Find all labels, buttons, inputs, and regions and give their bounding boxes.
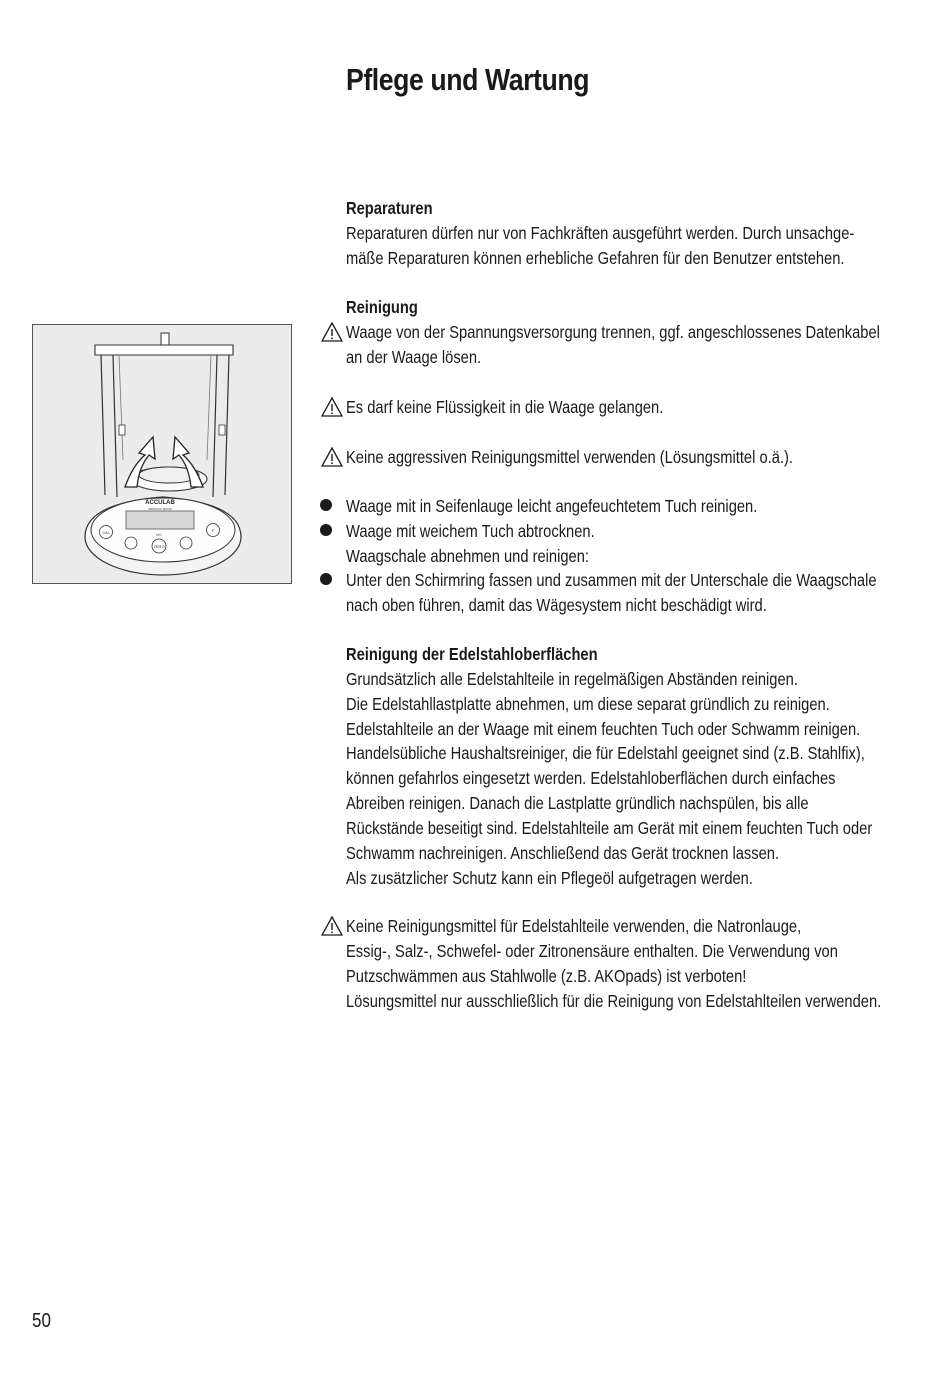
paragraph-line: Rückstände beseitigt sind. Edelstahlteile am Gerät mit einem feuchten Tuch oder: [346, 818, 873, 838]
warning-text: Keine Reinigungsmittel für Edelstahlteile verwenden, die Natronlauge,: [346, 916, 802, 936]
warning-icon: [321, 321, 343, 343]
svg-text:F: F: [211, 528, 215, 533]
bullet-icon: [320, 573, 332, 585]
paragraph-line: Reparaturen dürfen nur von Fachkräften ausgeführt werden. Durch unsachge-: [346, 223, 855, 243]
balance-illustration: [32, 324, 292, 584]
svg-text:CAL: CAL: [102, 530, 110, 535]
warning-icon: [321, 915, 343, 937]
page-title: Pflege und Wartung: [346, 62, 590, 97]
paragraph-line: Handelsübliche Haushaltsreiniger, die für Edelstahl geeignet sind (z.B. Stahlfix),: [346, 743, 865, 763]
section-heading-reparaturen: Reparaturen: [346, 198, 433, 218]
step-text: Waage mit in Seifenlauge leicht angefeuchtetem Tuch reinigen.: [346, 496, 758, 516]
step-text: Waage mit weichem Tuch abtrocknen.: [346, 521, 595, 541]
warning-icon: [321, 446, 343, 468]
svg-text:ZERO: ZERO: [153, 544, 165, 549]
step-text: Unter den Schirmring fassen und zusammen mit der Unterschale die Waagschale: [346, 570, 877, 590]
warning-text: Waage von der Spannungsversorgung trennen, ggf. angeschlossenes Datenkabel: [346, 322, 880, 342]
paragraph-line: Edelstahlteile an der Waage mit einem feuchten Tuch oder Schwamm reinigen.: [346, 719, 861, 739]
paragraph-line: Die Edelstahllastplatte abnehmen, um diese separat gründlich zu reinigen.: [346, 694, 830, 714]
warning-text: Essig-, Salz-, Schwefel- oder Zitronensäure enthalten. Die Verwendung von: [346, 941, 838, 961]
paragraph-line: Schwamm nachreinigen. Anschließend das Gerät trocknen lassen.: [346, 843, 780, 863]
paragraph-line: Grundsätzlich alle Edelstahlteile in regelmäßigen Abständen reinigen.: [346, 669, 798, 689]
warning-text: Keine aggressiven Reinigungsmittel verwenden (Lösungsmittel o.ä.).: [346, 447, 793, 467]
page-number: 50: [32, 1310, 51, 1332]
paragraph-line: mäße Reparaturen können erhebliche Gefahren für den Benutzer entstehen.: [346, 248, 845, 268]
step-text: nach oben führen, damit das Wägesystem nicht beschädigt wird.: [346, 595, 767, 615]
brand-logo: ACCULAB: [145, 500, 175, 506]
warning-text: Putzschwämmen aus Stahlwolle (z.B. AKOpads) ist verboten!: [346, 966, 747, 986]
paragraph-line: Als zusätzlicher Schutz kann ein Pflegeöl aufgetragen werden.: [346, 868, 753, 888]
brand-subtitle: sartorius group: [148, 507, 172, 511]
bullet-icon: [320, 524, 332, 536]
section-heading-edelstahl: Reinigung der Edelstahloberflächen: [346, 644, 598, 664]
paragraph-line: Abreiben reinigen. Danach die Lastplatte gründlich nachspülen, bis alle: [346, 793, 809, 813]
paragraph-line: können gefahrlos eingesetzt werden. Edelstahloberflächen durch einfaches: [346, 768, 836, 788]
print-key: [125, 537, 137, 549]
section-heading-reinigung: Reinigung: [346, 297, 418, 317]
warning-text: Lösungsmittel nur ausschließlich für die Reinigung von Edelstahlteilen verwenden.: [346, 991, 882, 1011]
warning-icon: [321, 396, 343, 418]
step-note: Waagschale abnehmen und reinigen:: [346, 546, 589, 566]
analytical-balance-drawing: [33, 325, 291, 583]
warning-text: Es darf keine Flüssigkeit in die Waage gelangen.: [346, 397, 664, 417]
svg-text:N/C: N/C: [155, 533, 163, 537]
mode-key: [180, 537, 192, 549]
bullet-icon: [320, 499, 332, 511]
warning-text: an der Waage lösen.: [346, 347, 482, 367]
